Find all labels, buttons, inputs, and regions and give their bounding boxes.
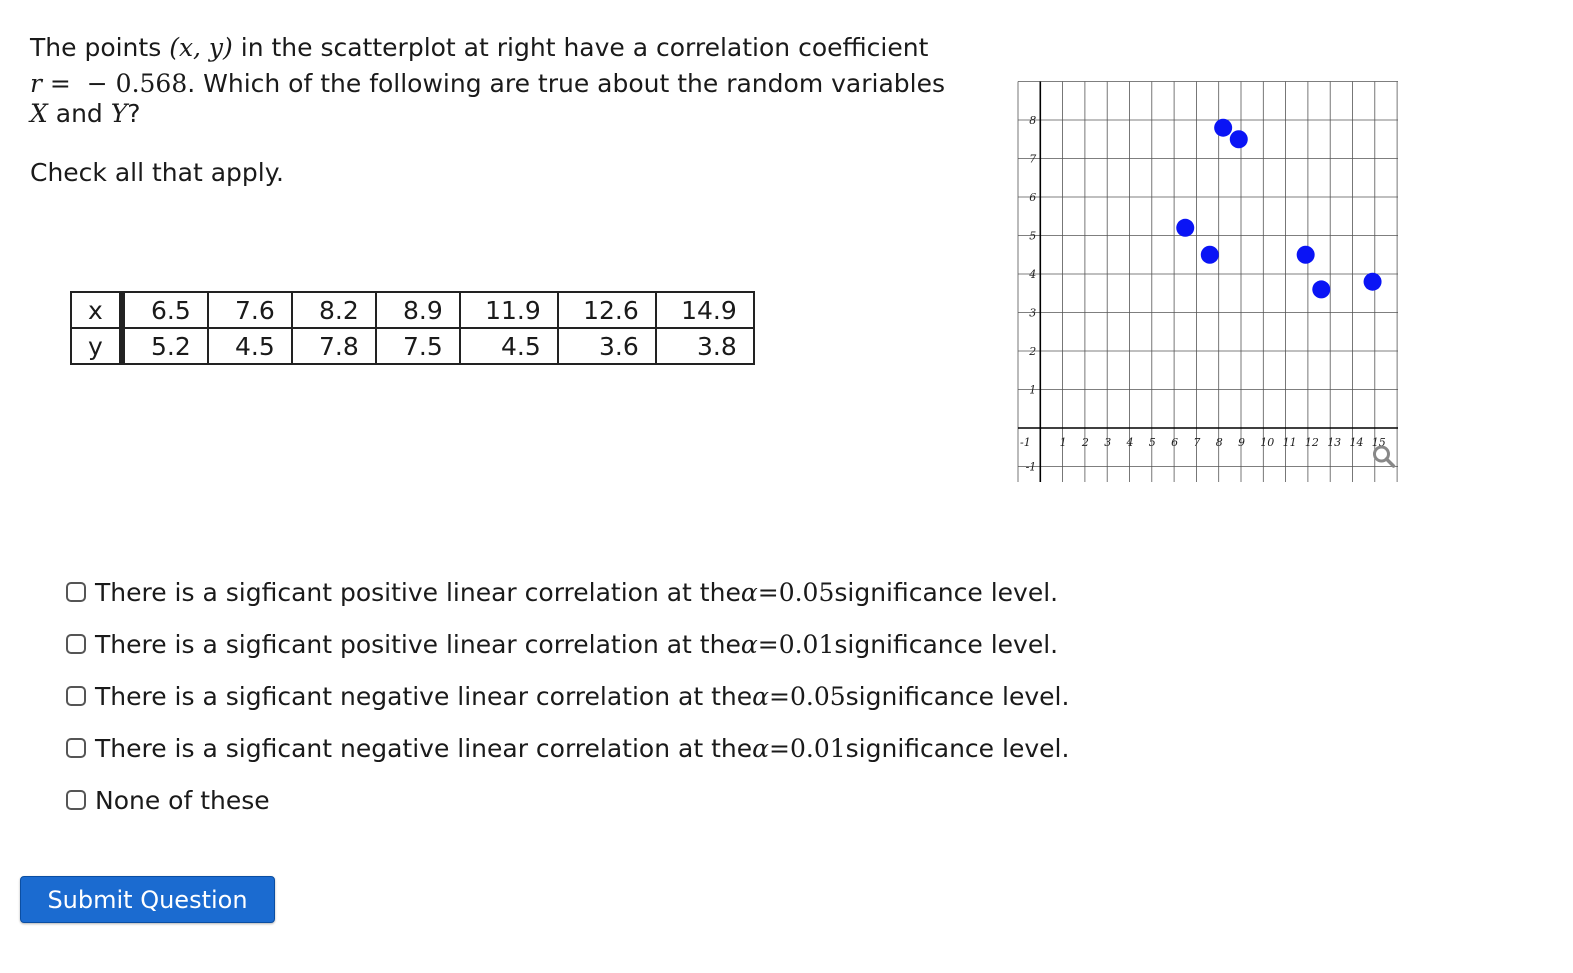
question-mark: ? bbox=[127, 99, 141, 128]
table-cell: 5.2 bbox=[122, 328, 208, 364]
question-line-2 bbox=[30, 66, 990, 102]
data-point bbox=[1364, 273, 1382, 291]
y-tick-label: -1 bbox=[1025, 460, 1037, 474]
question-text bbox=[30, 30, 990, 132]
checkbox[interactable] bbox=[66, 738, 86, 758]
option-negative-005[interactable] bbox=[66, 670, 1069, 722]
y-tick-label: 1 bbox=[1029, 383, 1037, 397]
table-row-y bbox=[71, 328, 754, 364]
data-table bbox=[70, 291, 755, 365]
option-suffix: significance level. bbox=[834, 577, 1059, 607]
y-tick-label: 6 bbox=[1029, 191, 1037, 204]
alpha-symbol: α bbox=[740, 577, 758, 607]
equals-sign: = bbox=[757, 629, 779, 659]
option-none[interactable] bbox=[66, 774, 1069, 826]
r-value: − 0.568 bbox=[86, 69, 188, 98]
alpha-level: 0.05 bbox=[778, 577, 835, 607]
x-tick-label: 8 bbox=[1215, 436, 1223, 449]
option-suffix: significance level. bbox=[845, 733, 1070, 763]
data-point bbox=[1230, 130, 1248, 148]
y-tick-label: 5 bbox=[1029, 229, 1037, 243]
equals-sign: = bbox=[769, 733, 790, 763]
table-cell: 12.6 bbox=[558, 292, 656, 328]
option-negative-001[interactable] bbox=[66, 722, 1069, 774]
y-tick-label: 8 bbox=[1029, 114, 1037, 127]
table-cell: 3.6 bbox=[558, 328, 656, 364]
x-tick-label: 9 bbox=[1238, 436, 1245, 449]
option-positive-001[interactable] bbox=[66, 618, 1069, 670]
x-tick-label: 10 bbox=[1260, 436, 1275, 449]
x-tick-label: 5 bbox=[1148, 436, 1156, 449]
y-tick-label: 4 bbox=[1029, 268, 1037, 281]
option-positive-005[interactable] bbox=[66, 566, 1069, 618]
x-tick-label: 15 bbox=[1371, 436, 1386, 449]
y-tick-label: 7 bbox=[1029, 152, 1037, 166]
x-tick-label: 3 bbox=[1104, 436, 1112, 449]
and-text: and bbox=[47, 99, 111, 128]
option-text: None of these bbox=[95, 785, 270, 815]
data-point bbox=[1297, 246, 1315, 264]
x-tick-label: 13 bbox=[1327, 436, 1342, 449]
var-x: X bbox=[30, 99, 48, 128]
checkbox[interactable] bbox=[66, 790, 86, 810]
table-cell: 14.9 bbox=[656, 292, 754, 328]
question-line-1 bbox=[30, 30, 990, 66]
x-tick-label: 2 bbox=[1081, 436, 1089, 449]
equals-sign: = bbox=[757, 577, 779, 607]
y-tick-label: 3 bbox=[1029, 306, 1037, 320]
x-tick-label: 4 bbox=[1126, 436, 1134, 449]
checkbox[interactable] bbox=[66, 686, 86, 706]
scatterplot bbox=[998, 72, 1398, 482]
option-text: There is a sigficant positive linear correlation at the bbox=[95, 577, 741, 607]
x-tick-label: 12 bbox=[1304, 436, 1319, 449]
checkbox[interactable] bbox=[66, 582, 86, 602]
x-tick-label: 11 bbox=[1282, 436, 1297, 449]
data-point bbox=[1201, 246, 1219, 264]
table-cell: 7.8 bbox=[292, 328, 376, 364]
table-cell: 4.5 bbox=[460, 328, 558, 364]
option-suffix: significance level. bbox=[845, 681, 1070, 711]
alpha-symbol: α bbox=[740, 629, 758, 659]
alpha-symbol: α bbox=[752, 733, 770, 763]
x-tick-label: 14 bbox=[1349, 436, 1364, 449]
x-header: x bbox=[71, 292, 122, 328]
y-tick-label: 2 bbox=[1029, 345, 1037, 358]
option-text: There is a sigficant negative linear correlation at the bbox=[95, 681, 753, 711]
table-cell: 11.9 bbox=[460, 292, 558, 328]
table-cell: 8.2 bbox=[292, 292, 376, 328]
r-label: r = bbox=[30, 69, 71, 98]
checkbox[interactable] bbox=[66, 634, 86, 654]
table-cell: 3.8 bbox=[656, 328, 754, 364]
alpha-level: 0.01 bbox=[789, 733, 846, 763]
option-text: There is a sigficant positive linear correlation at the bbox=[95, 629, 741, 659]
data-point bbox=[1312, 280, 1330, 298]
x-tick-label: 6 bbox=[1171, 436, 1179, 449]
data-point bbox=[1214, 119, 1232, 137]
alpha-level: 0.01 bbox=[778, 629, 835, 659]
option-suffix: significance level. bbox=[834, 629, 1059, 659]
var-y: Y bbox=[110, 99, 128, 128]
y-header: y bbox=[71, 328, 122, 364]
table-cell: 4.5 bbox=[208, 328, 292, 364]
x-tick-label: -1 bbox=[1020, 436, 1031, 449]
question-intro-rest: in the scatterplot at right have a correlation coefficient bbox=[232, 33, 929, 62]
table-row-x bbox=[71, 292, 754, 328]
table-cell: 8.9 bbox=[376, 292, 460, 328]
equals-sign: = bbox=[769, 681, 790, 711]
grid bbox=[1018, 82, 1398, 483]
point-expression: (x, y) bbox=[169, 33, 233, 62]
table-cell: 7.6 bbox=[208, 292, 292, 328]
question-prompt: . Which of the following are true about the random variables bbox=[187, 69, 945, 98]
alpha-symbol: α bbox=[752, 681, 770, 711]
x-tick-label: 7 bbox=[1193, 436, 1201, 449]
question-intro: The points bbox=[30, 33, 170, 62]
alpha-level: 0.05 bbox=[789, 681, 846, 711]
answer-options bbox=[66, 566, 1069, 826]
table-cell: 6.5 bbox=[122, 292, 208, 328]
option-text: There is a sigficant negative linear correlation at the bbox=[95, 733, 753, 763]
magnifier-icon[interactable] bbox=[1374, 447, 1393, 466]
data-point bbox=[1176, 219, 1194, 237]
x-tick-label: 1 bbox=[1059, 436, 1067, 449]
submit-question-button[interactable]: Submit Question bbox=[20, 876, 275, 923]
table-cell: 7.5 bbox=[376, 328, 460, 364]
check-all-instruction: Check all that apply. bbox=[30, 158, 284, 187]
